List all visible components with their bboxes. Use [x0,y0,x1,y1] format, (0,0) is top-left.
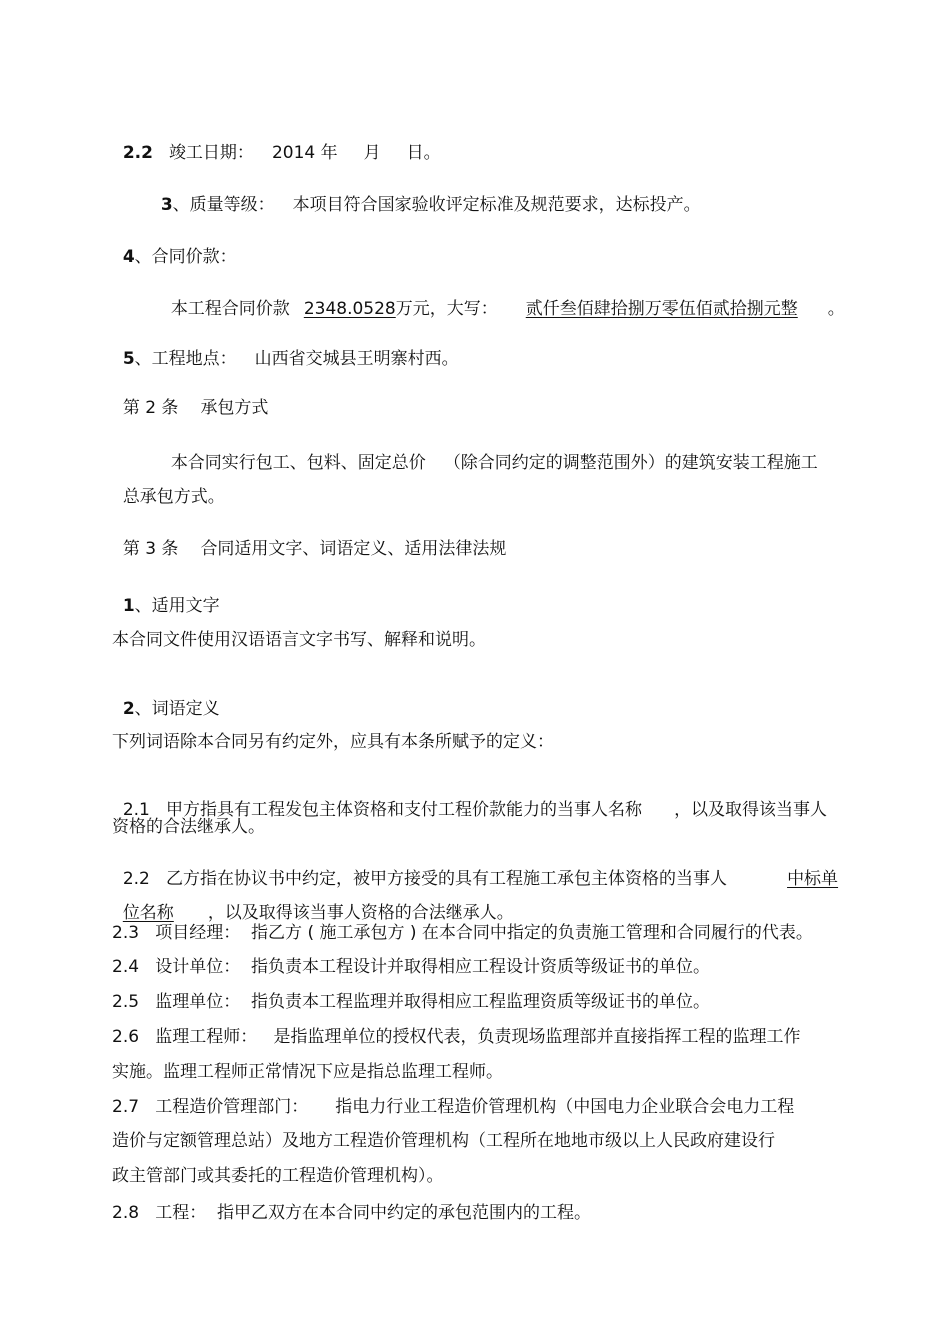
definition-2-2-line-1: 2.2 乙方指在协议书中约定，被甲方接受的具有工程施工承包主体资格的当事人 中标单 [122,869,839,889]
subsection-1-title: 、适用文字 [134,596,220,616]
subsection-2-title: 、词语定义 [134,699,220,719]
article-2-number: 第 2 条 [122,398,179,418]
definition-2-2-line-2: 位名称 ，以及取得该当事人资格的合法继承人。 [122,903,514,923]
quality-line [150,180,701,214]
location-line [112,334,459,368]
price-amount: 2348.0528 [303,299,396,319]
definition-2-1-line-2: 资格的合法继承人。 [112,817,265,837]
completion-year: 2014 年 [271,143,338,163]
price-end: 。 [827,299,845,319]
location-text: 山西省交城县王明寨村西。 [254,349,459,369]
definition-2-4: 2.4 设计单位： 指负责本工程设计并取得相应工程设计资质等级证书的单位。 [112,957,711,977]
price-line [160,284,845,318]
completion-month: 月 [363,143,381,163]
price-heading [112,232,237,266]
location-label: 、工程地点： [134,349,237,369]
article-2-body-line-1: 本合同实行包工、包料、固定总价 （除合同约定的调整范围外）的建筑安装工程施工 [170,453,818,473]
definition-2-8: 2.8 工程： 指甲乙双方在本合同中约定的承包范围内的工程。 [112,1203,592,1223]
section-number: 2.2 [122,143,153,163]
subsection-2-heading [112,684,220,718]
section-number: 1 [122,596,135,616]
definition-2-7-line-1: 2.7 工程造价管理部门： 指电力行业工程造价管理机构（中国电力企业联合会电力工程 [112,1097,795,1117]
subsection-1-heading [112,581,220,615]
definition-2-6-line-2: 实施。监理工程师正常情况下应是指总监理工程师。 [112,1062,503,1082]
winning-bidder-placeholder-cont: 位名称 [122,903,174,923]
section-number: 2 [122,699,135,719]
section-number: 4 [122,247,135,267]
article-3-number: 第 3 条 [122,539,179,559]
article-3-heading [112,524,506,558]
article-2-title: 承包方式 [200,398,269,418]
completion-day: 日。 [406,143,441,163]
definition-2-3: 2.3 项目经理： 指乙方 ( 施工承包方 ) 在本合同中指定的负责施工管理和合同履行的代表。 [112,923,813,943]
article-2-body-line-2: 总承包方式。 [122,487,225,507]
section-number: 5 [122,349,135,369]
article-3-title: 合同适用文字、词语定义、适用法律法规 [200,539,507,559]
definition-2-1-line-1: 2.1 甲方指具有工程发包主体资格和支付工程价款能力的当事人名称 ，以及取得该当事人 [122,800,828,820]
quality-label: 、质量等级： [172,195,275,215]
definition-2-6-line-1: 2.6 监理工程师： 是指监理单位的授权代表，负责现场监理部并直接指挥工程的监理工作 [112,1027,801,1047]
price-title: 、合同价款： [134,247,237,267]
section-number: 3 [160,195,173,215]
subsection-1-text: 本合同文件使用汉语语言文字书写、解释和说明。 [112,630,486,650]
price-amount-words: 贰仟叁佰肆拾捌万零伍佰贰拾捌元整 [525,299,798,319]
completion-date-line [112,128,441,162]
completion-date-label: 竣工日期： [168,143,254,163]
definition-2-5: 2.5 监理单位： 指负责本工程监理并取得相应工程监理资质等级证书的单位。 [112,992,711,1012]
definition-2-7-line-3: 政主管部门或其委托的工程造价管理机构）。 [112,1166,444,1186]
article-2-heading [112,383,268,417]
definition-2-7-line-2: 造价与定额管理总站）及地方工程造价管理机构（工程所在地地市级以上人民政府建设行 [112,1131,775,1151]
subsection-2-intro: 下列词语除本合同另有约定外，应具有本条所赋予的定义： [112,732,554,752]
price-prefix: 本工程合同价款 [170,299,290,319]
price-unit: 万元，大写： [395,299,498,319]
winning-bidder-placeholder: 中标单 [787,869,839,889]
quality-text: 本项目符合国家验收评定标准及规范要求，达标投产。 [292,195,701,215]
